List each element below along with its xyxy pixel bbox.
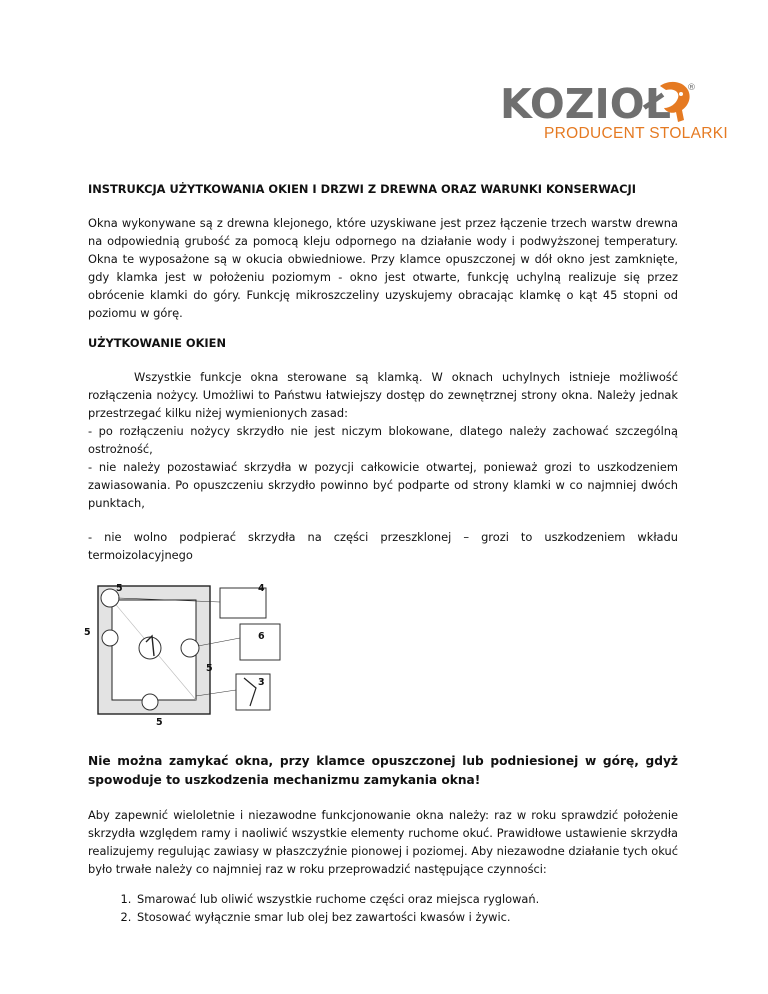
figure-label: 3: [258, 677, 265, 688]
rule-item: - nie należy pozostawiać skrzydła w pozycji całkowicie otwartej, ponieważ grozi to uszkodzeniem zawiasowania. Po opuszczeniu skrzydło powinno być podparte od strony klamki w co najmniej dwóch punktach,: [88, 460, 678, 510]
window-hardware-figure: [84, 578, 290, 728]
section-heading: UŻYTKOWANIE OKIEN: [88, 336, 226, 350]
list-item: 1. Smarować lub oliwić wszystkie ruchome części oraz miejsca ryglowań.: [135, 890, 678, 908]
warning-text: Nie można zamykać okna, przy klamce opuszczonej lub podniesionej w górę, gdyż spowoduje to uszkodzenia mechanizmu zamykania okna!: [88, 754, 678, 787]
figure-label: 5: [156, 717, 163, 728]
rule-item: - po rozłączeniu nożycy skrzydło nie jest niczym blokowane, dlatego należy zachować szczególną ostrożność,: [88, 424, 678, 456]
usage-paragraph: Wszystkie funkcje okna sterowane są klamką. W oknach uchylnych istnieje możliwość rozłączenia nożycy. Umożliwi to Państwu łatwiejszy dostęp do zewnętrznej strony okna. Należy jednak przestrzegać kilku niżej wymienionych zasad:: [88, 370, 678, 420]
rule-item-last: - nie wolno podpierać skrzydła na części przeszklonej – grozi to uszkodzeniem wkładu termoizolacyjnego: [88, 530, 678, 562]
figure-label: 5: [84, 627, 91, 638]
figure-label: 6: [258, 631, 265, 642]
logo-brand: KOZIOŁ: [500, 80, 671, 128]
window-diagram: [90, 578, 290, 718]
figure-label: 4: [258, 583, 265, 594]
document-body: [84, 180, 678, 926]
registered-mark: ®: [687, 83, 696, 93]
logo-tagline: PRODUCENT STOLARKI: [544, 125, 728, 142]
figure-label: 5: [116, 583, 123, 594]
maintenance-steps: [88, 890, 678, 926]
document-title: INSTRUKCJA UŻYTKOWANIA OKIEN I DRZWI Z DREWNA ORAZ WARUNKI KONSERWACJI: [88, 182, 636, 196]
maintenance-paragraph: Aby zapewnić wieloletnie i niezawodne funkcjonowanie okna należy: raz w roku sprawdzić położenie skrzydła względem ramy i naoliwić wszystkie elementy ruchome okuć. Prawidłowe ustawienie skrzydła realizujemy regulując zawiasy w płaszczyźnie pionowej i poziomej. Aby niezawodne działanie tych okuć było trwałe należy co najmniej raz w roku przeprowadzić następujące czynności:: [88, 808, 678, 876]
list-item: 2. Stosować wyłącznie smar lub olej bez zawartości kwasów i żywic.: [135, 908, 678, 926]
figure-label: 5: [206, 663, 213, 674]
company-logo: [500, 80, 728, 150]
intro-paragraph: Okna wykonywane są z drewna klejonego, które uzyskiwane jest przez łączenie trzech warstw drewna na odpowiednią grubość za pomocą kleju odpornego na działanie wody i podwyższonej temperatury. Okna te wyposażone są w okucia obwiedniowe. Przy klamce opuszczonej w dół okno jest zamknięte, gdy klamka jest w położeniu poziomym - okno jest otwarte, funkcję uchylną realizuje się przez obrócenie klamki do góry. Funkcję mikroszczeliny uzyskujemy obracając klamkę o kąt 45 stopni od poziomu w górę.: [88, 216, 678, 320]
